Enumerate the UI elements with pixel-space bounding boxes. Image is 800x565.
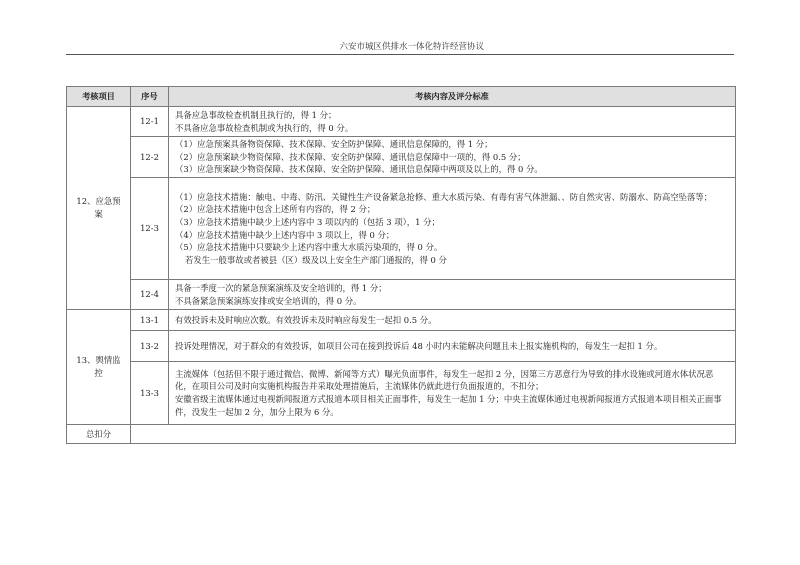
row-number: 12-2 — [131, 137, 169, 178]
col-header-content: 考核内容及评分标准 — [169, 87, 736, 107]
content-line: 不具备紧急预案演练安排或安全培训的，得 0 分。 — [175, 295, 362, 306]
row-number: 13-3 — [131, 362, 169, 425]
table-header-row — [67, 87, 736, 107]
row-content — [169, 362, 736, 425]
col-header-no: 序号 — [131, 87, 169, 107]
content-line: 主流媒体（包括但不限于通过微信、微博、新闻等方式）曝光负面事件，每发生一起扣 2 分，因第三方恶意行为导致的排水设施或河道水体状况恶化，在项目公司及时向实施机构报告并采取处理措施后，主流媒体仍就此进行负面报道的，不扣分； — [175, 368, 714, 392]
table-row — [67, 310, 736, 331]
row-content — [169, 137, 736, 178]
col-header-item: 考核项目 — [67, 87, 131, 107]
content-line: 不具备应急事故检查机制或为执行的，得 0 分。 — [175, 122, 354, 133]
row-number: 13-1 — [131, 310, 169, 331]
content-line: （1）应急预案具备物资保障、技术保障、安全防护保障、通讯信息保障的，得 1 分； — [175, 139, 493, 150]
row-content — [169, 178, 736, 280]
category-cell: 12、应急预案 — [67, 107, 131, 310]
content-line: 具备应急事故检查机制且执行的，得 1 分； — [175, 109, 337, 120]
content-line: （2）应急技术措施中包含上述所有内容的，得 2 分； — [175, 204, 376, 215]
content-line: （2）应急预案缺少物资保障、技术保障、安全防护保障、通讯信息保障中一项的，得 0.5 分； — [175, 151, 526, 162]
content-line: （5）应急技术措施中只要缺少上述内容中重大水质污染项的，得 0 分。 — [175, 242, 443, 253]
page-header: 六安市城区供排水一体化特许经营协议 — [339, 42, 484, 52]
content-line: （4）应急技术措施中缺少上述内容中 3 项以上，得 0 分； — [175, 229, 395, 240]
table-row — [67, 137, 736, 178]
total-label: 总扣分 — [67, 425, 131, 444]
row-content — [169, 331, 736, 362]
row-content — [169, 280, 736, 310]
table-row — [67, 280, 736, 310]
row-content — [169, 107, 736, 137]
total-row — [67, 425, 736, 444]
assessment-table — [66, 86, 736, 444]
table-row — [67, 331, 736, 362]
category-cell: 13、舆情监控 — [67, 310, 131, 425]
header-rule — [66, 54, 734, 55]
content-line: 安徽省级主流媒体通过电视新闻报道方式报道本项目相关正面事件，每发生一起加 1 分；中央主流媒体通过电视新闻报道方式报道本项目相关正面事件，没发生一起加 2 分，加分上限为 6 分。 — [175, 394, 722, 417]
content-line: 投诉处理情况，对于群众的有效投诉，如项目公司在接到投诉后 48 小时内未能解决问题且未上报实施机构的，每发生一起扣 1 分。 — [175, 340, 663, 351]
row-number: 12-4 — [131, 280, 169, 310]
content-line: （3）应急技术措施中缺少上述内容中 3 项以内的（包括 3 项），1 分； — [175, 216, 440, 227]
row-number: 12-1 — [131, 107, 169, 137]
table-row — [67, 107, 736, 137]
content-line: 具备一季度一次的紧急预案演练及安全培训的，得 1 分； — [175, 282, 387, 293]
content-line: 有效投诉未及时响应次数。有效投诉未及时响应每发生一起扣 0.5 分。 — [175, 314, 437, 325]
row-number: 13-2 — [131, 331, 169, 362]
table-row — [67, 178, 736, 280]
content-line: （3）应急预案缺少物资保障、技术保障、安全防护保障、通讯信息保障中两项及以上的，得 0 分。 — [175, 164, 543, 175]
row-content — [169, 310, 736, 331]
row-number: 12-3 — [131, 178, 169, 280]
content-line: 若发生一般事故或者被县（区）级及以上安全生产部门通报的，得 0 分 — [185, 254, 447, 265]
table-row — [67, 362, 736, 425]
content-line: （1）应急技术措施：触电、中毒、防汛、关键性生产设备紧急抢修、重大水质污染、有毒有害气体泄漏、、防自然灾害、防溺水、防高空坠落等； — [175, 191, 713, 202]
total-value — [131, 425, 736, 444]
